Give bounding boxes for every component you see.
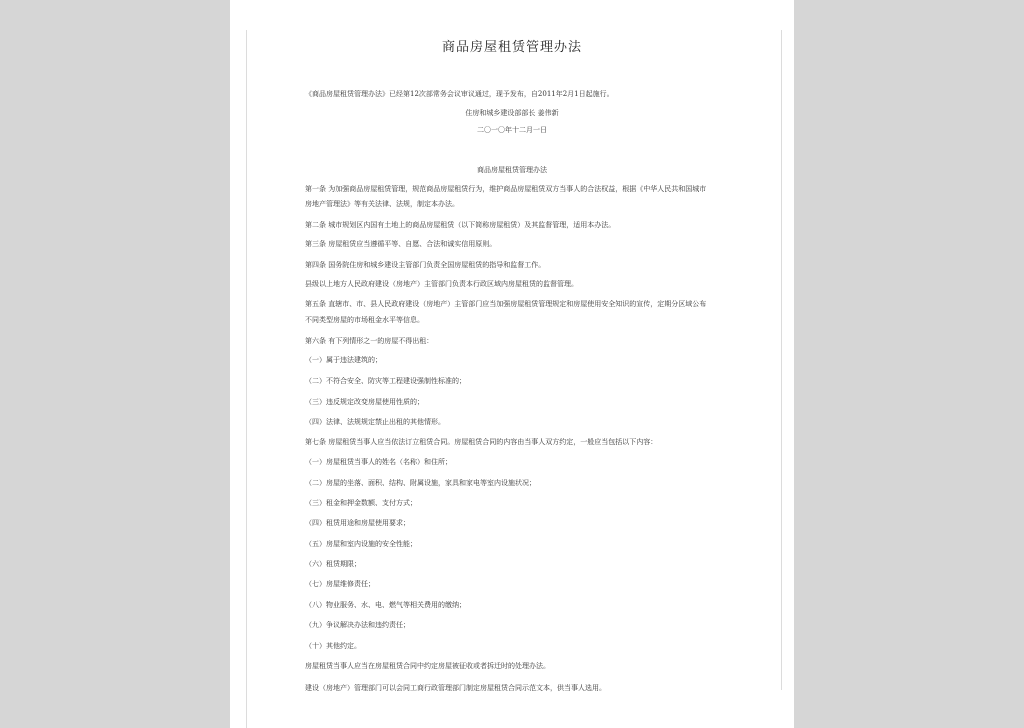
body-line: 建设（房地产）管理部门可以会同工商行政管理部门制定房屋租赁合同示范文本，供当事人选用。	[305, 684, 606, 692]
body-line: （九）争议解决办法和违约责任；	[305, 621, 410, 629]
announcement-text: 《商品房屋租赁管理办法》已经第12次部常务会议审议通过，现予发布，自2011年2月1日起施行。	[305, 90, 614, 98]
body-line: （四）租赁用途和房屋使用要求；	[305, 519, 410, 527]
body-line: （八）物业服务、水、电、燃气等相关费用的缴纳；	[305, 601, 466, 609]
body-line: （三）租金和押金数额、支付方式；	[305, 499, 417, 507]
body-line: 第三条 房屋租赁应当遵循平等、自愿、合法和诚实信用原则。	[305, 240, 497, 248]
date-line: 二〇一〇年十二月一日	[477, 126, 547, 134]
document-title: 商品房屋租赁管理办法	[441, 40, 582, 55]
body-line: （五）房屋和室内设施的安全性能；	[305, 540, 417, 548]
body-line: 第二条 城市规划区内国有土地上的商品房屋租赁（以下简称房屋租赁）及其监督管理，适用本办法。	[305, 221, 616, 229]
body-line: 第五条 直辖市、市、县人民政府建设（房地产）主管部门应当加强房屋租赁管理规定和房屋使用安全知识的宣传，定期分区域公布	[305, 300, 707, 308]
body-line: （十）其他约定。	[305, 642, 361, 650]
document-page	[230, 0, 794, 728]
body-line: 第七条 房屋租赁当事人应当依法订立租赁合同。房屋租赁合同的内容由当事人双方约定，一般应当包括以下内容：	[305, 438, 658, 446]
body-line: 第四条 国务院住房和城乡建设主管部门负责全国房屋租赁的指导和监督工作。	[305, 261, 546, 269]
body-line: 第六条 有下列情形之一的房屋不得出租：	[305, 337, 434, 345]
body-line: 县级以上地方人民政府建设（房地产）主管部门负责本行政区域内房屋租赁的监督管理。	[305, 280, 578, 288]
body-line: （六）租赁期限；	[305, 560, 361, 568]
body-line: （一）属于违法建筑的；	[305, 356, 382, 364]
body-line: 不同类型房屋的市场租金水平等信息。	[305, 316, 424, 324]
body-line: 第一条 为加强商品房屋租赁管理，规范商品房屋租赁行为，维护商品房屋租赁双方当事人的合法权益，根据《中华人民共和国城市	[305, 185, 707, 193]
body-line: 房地产管理法》等有关法律、法规，制定本办法。	[305, 200, 459, 208]
page-margin-rule	[246, 30, 247, 728]
body-line: （四）法律、法规规定禁止出租的其他情形。	[305, 418, 445, 426]
body-line: （七）房屋维修责任；	[305, 580, 375, 588]
signature-line: 住房和城乡建设部部长 姜伟新	[465, 109, 559, 117]
body-line: 房屋租赁当事人应当在房屋租赁合同中约定房屋被征收或者拆迁时的处理办法。	[305, 662, 550, 670]
body-line: （二）房屋的坐落、面积、结构、附属设施，家具和家电等室内设施状况；	[305, 479, 536, 487]
body-line: （二）不符合安全、防灾等工程建设强制性标准的；	[305, 377, 466, 385]
document-subtitle: 商品房屋租赁管理办法	[477, 166, 547, 174]
body-line: （三）违反规定改变房屋使用性质的；	[305, 398, 424, 406]
body-line: （一）房屋租赁当事人的姓名（名称）和住所；	[305, 458, 452, 466]
